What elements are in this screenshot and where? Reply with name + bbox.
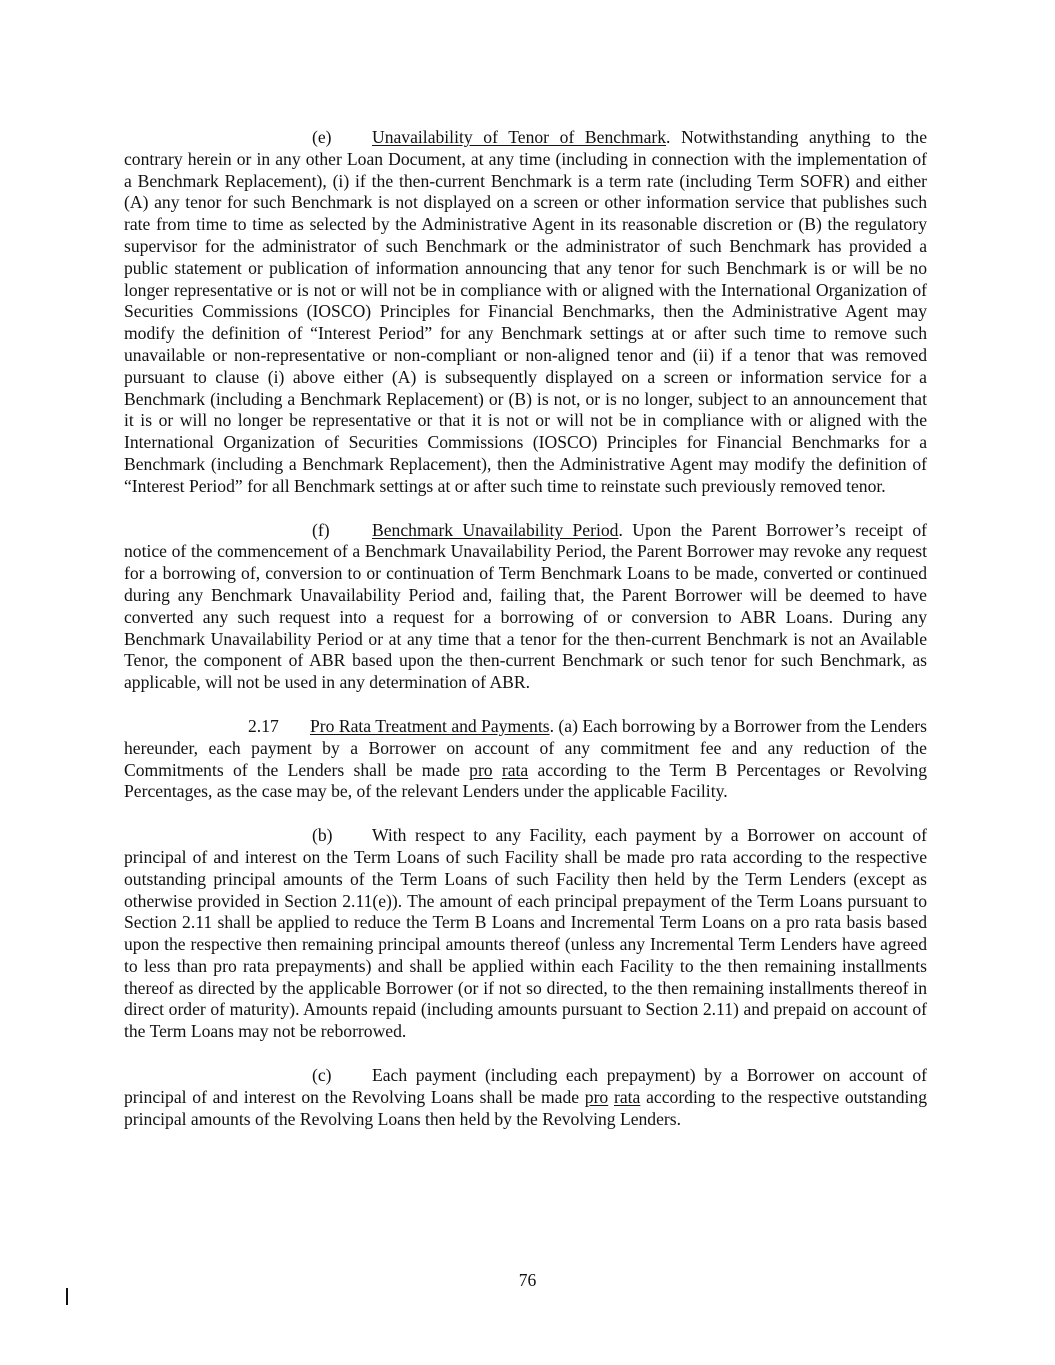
paragraph-c-marker: (c) bbox=[312, 1065, 332, 1086]
paragraph-c bbox=[124, 1065, 927, 1130]
paragraph-f bbox=[124, 520, 927, 694]
section-2-17-number-and-heading bbox=[248, 716, 310, 738]
revision-change-bar bbox=[66, 1288, 68, 1305]
paragraph-b-body: With respect to any Facility, each payment by a Borrower on account of principal of and interest on the Term Loans of such Facility shall be made pro rata according to the respective outstanding principal amounts of the Term Loans of such Facility then held by the Term Lenders (except as otherwise provided in Section 2.11(e)). The amount of each principal prepayment of the Term Loans pursuant to Section 2.11 shall be applied to reduce the Term B Loans and Incremental Term Loans on a pro rata basis based upon the respective then remaining principal amounts thereof (unless any Incremental Term Lenders have agreed to less than pro rata prepayments) and shall be applied within each Facility to the then remaining installments thereof as directed by the applicable Borrower (or if not so directed, to the then remaining installments thereof in direct order of maturity). Amounts repaid (including amounts pursuant to Section 2.11) and prepaid on account of the Term Loans may not be reborrowed. bbox=[124, 825, 927, 1042]
section-2-17-body-part-2: according to the Term B Percentages or Revolving Percentages, as the case may be, of the relevant Lenders under the applicable Facility. bbox=[124, 759, 927, 802]
paragraph-b-marker: (b) bbox=[312, 825, 333, 846]
section-2-17-rata: rata bbox=[501, 759, 529, 780]
section-2-17-body-part-1: . (a) Each borrowing by a Borrower from the Lenders hereunder, each payment by a Borrower on account of any commitment fee and any reduction of the Commitments of the Lenders shall be made bbox=[124, 715, 927, 780]
paragraph-c-pro: pro bbox=[584, 1086, 609, 1107]
paragraph-f-marker: (f) bbox=[312, 519, 330, 540]
paragraph-c-body-part-1: Each payment (including each prepayment) by a Borrower on account of principal of and interest on the Revolving Loans shall be made bbox=[124, 1065, 927, 1107]
paragraph-c-rata: rata bbox=[613, 1086, 641, 1107]
section-2-17-number: 2.17 bbox=[248, 715, 279, 736]
page-number: 76 bbox=[518, 1270, 537, 1290]
paragraph-b bbox=[124, 825, 927, 1043]
section-2-17-pro: pro bbox=[469, 759, 493, 780]
section-2-17 bbox=[124, 716, 927, 803]
paragraph-e bbox=[124, 127, 927, 498]
paragraph-e-body: . Notwithstanding anything to the contrary herein or in any other Loan Document, at any time (including in connection with the implementation of a Benchmark Replacement), (i) if the then-current Benchmark is a term rate (including Term SOFR) and either (A) any tenor for such Benchmark is not displayed on a screen or other information service that publishes such rate from time to time as selected by the Administrative Agent in its reasonable discretion or (B) the regulatory supervisor for the administrator of such Benchmark or the administrator of such Benchmark has provided a public statement or publication of information announcing that any tenor for such Benchmark is or will be no longer representative or is not or will not be in compliance with or aligned with the International Organization of Securities Commissions (IOSCO) Principles for Financial Benchmarks, then the Administrative Agent may modify the definition of “Interest Period” for any Benchmark settings at or after such time to remove such unavailable or non-representative or non-compliant or non-aligned tenor and (ii) if a tenor that was removed pursuant to clause (i) above either (A) is subsequently displayed on a screen or information service for a Benchmark (including a Benchmark Replacement) or (B) is not, or is no longer, subject to an announcement that it is or will no longer be representative or that it is not or will not be in compliance with or aligned with the International Organization of Securities Commissions (IOSCO) Principles for Financial Benchmarks for a Benchmark (including a Benchmark Replacement), then the Administrative Agent may modify the definition of “Interest Period” for all Benchmark settings at or after such time to reinstate such previously removed tenor. bbox=[124, 127, 927, 496]
paragraph-c-body-part-2: according to the respective outstanding principal amounts of the Revolving Loans then held by the Revolving Lenders. bbox=[124, 1086, 927, 1129]
paragraph-f-body: . Upon the Parent Borrower’s receipt of notice of the commencement of a Benchmark Unavailability Period, the Parent Borrower may revoke any request for a borrowing of, conversion to or continuation of Term Benchmark Loans to be made, converted or continued during any Benchmark Unavailability Period and, failing that, the Parent Borrower will be deemed to have converted any such request into a request for a borrowing of or conversion to ABR Loans. During any Benchmark Unavailability Period or at any time that a tenor for the then-current Benchmark is not an Available Tenor, the component of ABR based upon the then-current Benchmark or such tenor for such Benchmark, as applicable, will not be used in any determination of ABR. bbox=[124, 519, 927, 693]
paragraph-f-heading: Benchmark Unavailability Period bbox=[372, 519, 619, 540]
document-page bbox=[124, 127, 927, 1152]
paragraph-e-heading: Unavailability of Tenor of Benchmark bbox=[372, 127, 667, 147]
section-2-17-heading: Pro Rata Treatment and Payments bbox=[310, 715, 550, 736]
paragraph-e-marker: (e) bbox=[312, 127, 332, 147]
